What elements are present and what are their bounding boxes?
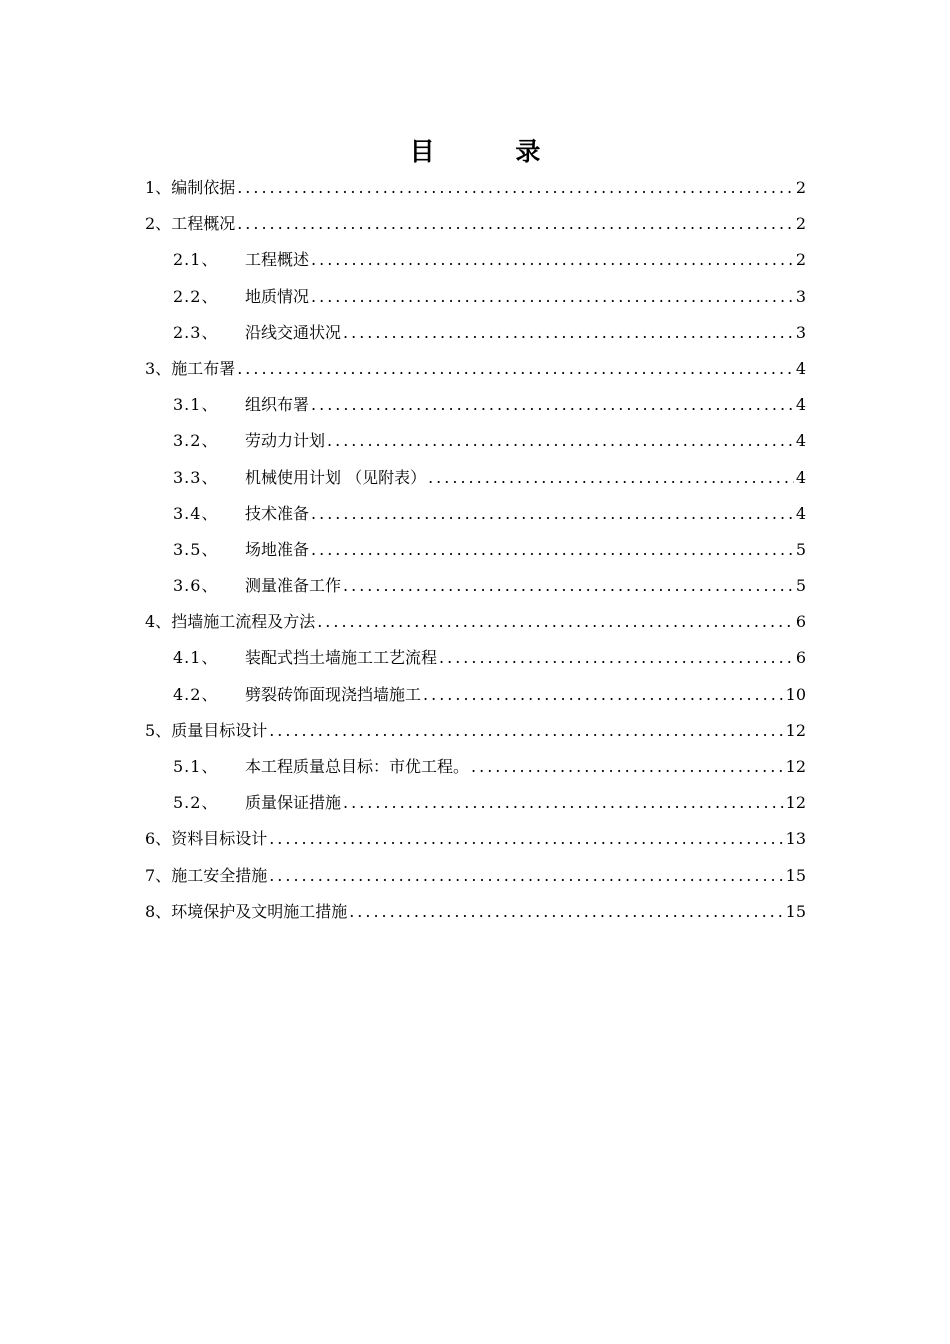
- toc-entry-page: 6: [795, 612, 806, 632]
- toc-entry-text: 地质情况: [245, 286, 310, 306]
- toc-entry-page: 12: [785, 720, 806, 740]
- toc-entry-page: 4: [795, 431, 806, 451]
- toc-entry-page: 2: [795, 250, 806, 270]
- toc-entry-page: 3: [795, 322, 806, 342]
- toc-entry-page: 5: [795, 576, 806, 596]
- toc-entry[interactable]: [145, 460, 806, 496]
- toc-entry[interactable]: [145, 279, 806, 315]
- toc-entry-number: 2.3、: [173, 322, 219, 342]
- toc-leader-dots: [349, 894, 783, 930]
- toc-leader-dots: [237, 206, 794, 242]
- toc-entry-text: 劳动力计划: [245, 431, 326, 451]
- toc-entry-text: 技术准备: [245, 503, 310, 523]
- toc-leader-dots: [311, 387, 794, 423]
- toc-entry-text: 施工安全措施: [171, 865, 268, 885]
- toc-entry[interactable]: [145, 858, 806, 894]
- toc-entry-number: 3.2、: [173, 431, 219, 451]
- toc-entry-page: 4: [795, 395, 806, 415]
- toc-entry-number: 7、: [145, 865, 172, 885]
- toc-leader-dots: [343, 315, 794, 351]
- toc-entry-page: 5: [795, 539, 806, 559]
- toc-entry-number: 4、: [145, 612, 172, 632]
- toc-leader-dots: [423, 677, 784, 713]
- toc-entry-text: 质量保证措施: [245, 793, 342, 813]
- toc-entry-text: 沿线交通状况: [245, 322, 342, 342]
- toc-entry-number: 1、: [145, 178, 172, 197]
- toc-leader-dots: [311, 242, 794, 278]
- toc-entry[interactable]: [145, 677, 806, 713]
- toc-entry-text: 资料目标设计: [171, 829, 268, 849]
- toc-entry-text: 挡墙施工流程及方法: [171, 612, 316, 632]
- toc-entry-number: 3.4、: [173, 503, 219, 523]
- toc-leader-dots: [428, 460, 794, 496]
- toc-leader-dots: [439, 640, 794, 676]
- toc-entry-number: 8、: [145, 901, 172, 921]
- toc-leader-dots: [327, 423, 794, 459]
- toc-entry[interactable]: [145, 351, 806, 387]
- toc-entry-page: 2: [795, 214, 806, 234]
- toc-entry[interactable]: [145, 749, 806, 785]
- toc-entry-text: 编制依据: [171, 178, 236, 197]
- toc-leader-dots: [237, 351, 794, 387]
- toc-entry-number: 4.2、: [173, 684, 219, 704]
- toc-entry-number: 5、: [145, 720, 172, 740]
- toc-entry-text: 测量准备工作: [245, 576, 342, 596]
- toc-entry-text: 装配式挡土墙施工工艺流程: [245, 648, 438, 668]
- toc-entry-text: 机械使用计划 （见附表）: [245, 467, 427, 487]
- toc-entry-page: 4: [795, 358, 806, 378]
- toc-leader-dots: [311, 279, 794, 315]
- toc-entry-number: 3.3、: [173, 467, 219, 487]
- toc-entry-text: 劈裂砖饰面现浇挡墙施工: [245, 684, 422, 704]
- toc-entry[interactable]: [145, 206, 806, 242]
- toc-entry-page: 15: [785, 865, 806, 885]
- toc-entry-number: 2、: [145, 214, 172, 234]
- toc-entry-text: 场地准备: [245, 539, 310, 559]
- toc-entry-text: 本工程质量总目标：市优工程。: [245, 757, 470, 776]
- toc-entry-number: 4.1、: [173, 648, 219, 668]
- toc-entry-text: 质量目标设计: [171, 720, 268, 740]
- toc-entry-page: 3: [795, 286, 806, 306]
- toc-entry-text: 工程概述: [245, 250, 310, 270]
- toc-entry[interactable]: [145, 604, 806, 640]
- toc-entry[interactable]: [145, 170, 806, 206]
- toc-entry[interactable]: [145, 568, 806, 604]
- toc-entry-number: 5.1、: [173, 757, 219, 776]
- toc-leader-dots: [343, 568, 794, 604]
- toc-entry[interactable]: [145, 713, 806, 749]
- toc-entry-number: 3.1、: [173, 395, 219, 415]
- toc-entry-page: 2: [795, 178, 806, 197]
- toc-leader-dots: [343, 785, 784, 821]
- toc-entry[interactable]: [145, 821, 806, 857]
- toc-entry-page: 4: [795, 467, 806, 487]
- toc-entry-text: 组织布署: [245, 395, 310, 415]
- toc-entry-page: 10: [785, 684, 806, 704]
- toc-leader-dots: [311, 496, 794, 532]
- toc-leader-dots: [311, 532, 794, 568]
- toc-entry-page: 15: [785, 901, 806, 921]
- toc-leader-dots: [269, 821, 783, 857]
- toc-entry-number: 3.5、: [173, 539, 219, 559]
- toc-entry[interactable]: [145, 532, 806, 568]
- toc-entry[interactable]: [145, 315, 806, 351]
- toc-entry-page: 13: [785, 829, 806, 849]
- toc-leader-dots: [269, 858, 783, 894]
- toc-entry-page: 6: [795, 648, 806, 668]
- toc-entry[interactable]: [145, 387, 806, 423]
- toc-leader-dots: [471, 749, 784, 785]
- toc-entry-page: 12: [785, 757, 806, 776]
- toc-entry-text: 施工布署: [171, 358, 236, 378]
- toc-entry-number: 2.2、: [173, 286, 219, 306]
- toc-leader-dots: [237, 170, 794, 206]
- toc-title: 目 录: [409, 137, 577, 166]
- toc-list: [145, 170, 806, 930]
- toc-entry-number: 6、: [145, 829, 172, 849]
- toc-entry-page: 12: [785, 793, 806, 813]
- toc-entry-number: 3、: [145, 358, 172, 378]
- toc-entry[interactable]: [145, 785, 806, 821]
- toc-entry-text: 工程概况: [171, 214, 236, 234]
- toc-entry[interactable]: [145, 242, 806, 278]
- toc-entry[interactable]: [145, 894, 806, 930]
- toc-entry-number: 2.1、: [173, 250, 219, 270]
- toc-leader-dots: [317, 604, 794, 640]
- toc-entry-page: 4: [795, 503, 806, 523]
- toc-entry[interactable]: [145, 423, 806, 459]
- toc-entry[interactable]: [145, 640, 806, 676]
- toc-entry-number: 3.6、: [173, 576, 219, 596]
- toc-entry-text: 环境保护及文明施工措施: [171, 901, 348, 921]
- toc-leader-dots: [269, 713, 783, 749]
- toc-entry[interactable]: [145, 496, 806, 532]
- toc-entry-number: 5.2、: [173, 793, 219, 813]
